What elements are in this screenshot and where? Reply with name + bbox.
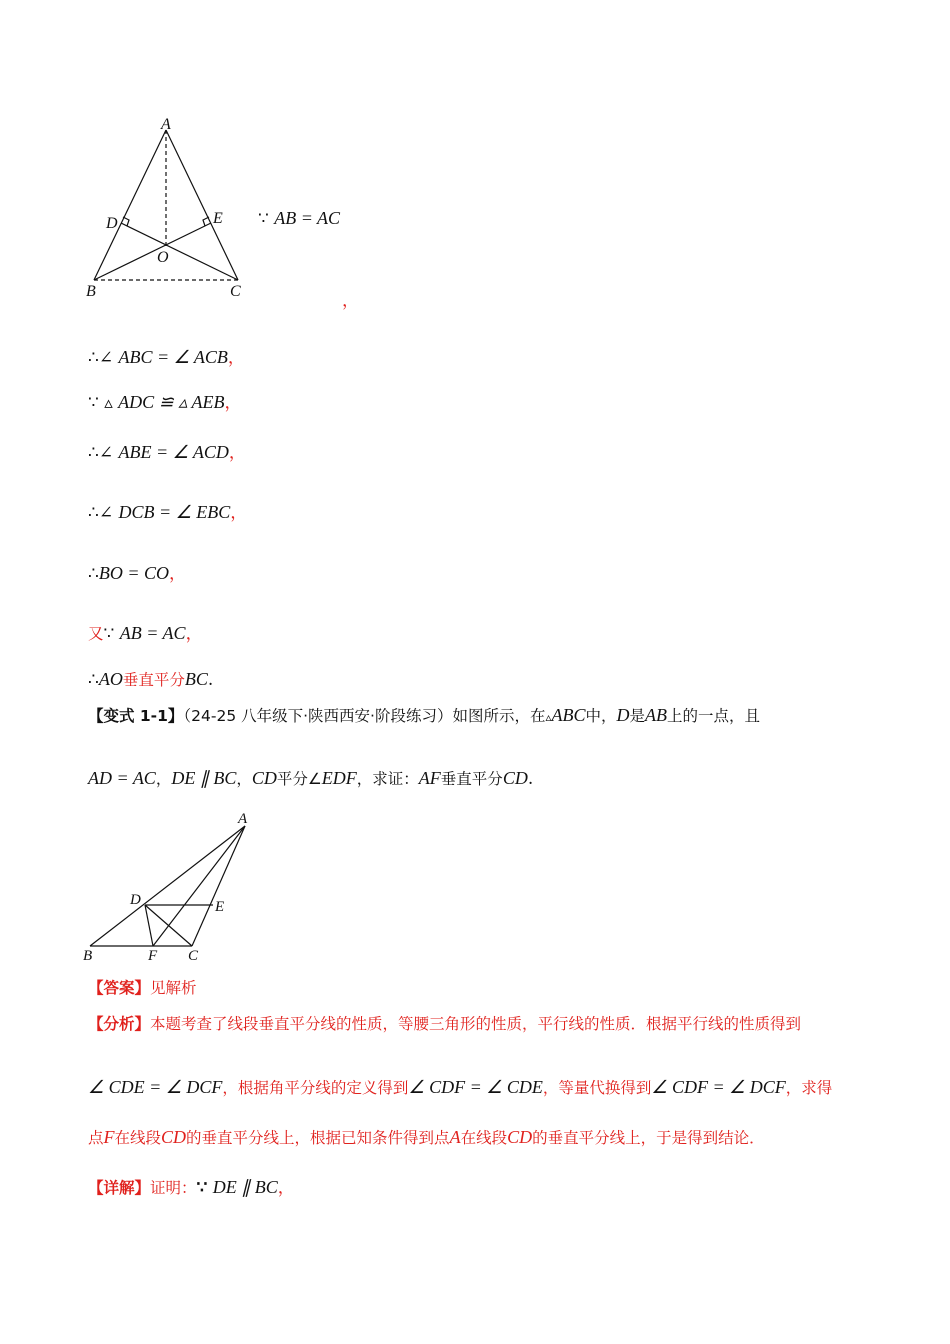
therefore-symbol: ∴	[88, 670, 99, 690]
math-congruent: ADC ≌ ▵ AEB	[118, 392, 225, 412]
math-ab-ac: AB = AC	[119, 623, 186, 643]
label-a: A	[238, 811, 248, 827]
math-cd: CD	[502, 768, 528, 788]
therefore-angle-symbol: ∴∠	[88, 443, 114, 463]
punct: ，	[185, 624, 203, 644]
math-abe-acd: ABE = ∠ ACD	[118, 442, 229, 462]
figure-triangle-def	[80, 808, 270, 968]
text: ，等量代换得到	[542, 1079, 652, 1097]
label-f: F	[148, 948, 158, 964]
because-symbol: ∵	[258, 209, 269, 229]
text: ，求得	[785, 1079, 833, 1097]
therefore-angle-symbol: ∴∠	[88, 348, 114, 368]
label-d: D	[106, 215, 118, 232]
math-edf: EDF	[321, 768, 357, 788]
text: ，	[236, 770, 252, 788]
math-ad-ac: AD = AC	[88, 768, 156, 788]
math-ao: AO	[98, 669, 123, 689]
math-cd: CD	[251, 768, 277, 788]
label-b: B	[86, 283, 96, 300]
detail-text: 证明：	[150, 1179, 197, 1197]
text: 的垂直平分线上，根据已知条件得到点	[186, 1129, 450, 1147]
punct: ，	[224, 393, 242, 413]
math-ab: AB	[645, 705, 668, 725]
because-triangle-symbol: ∵ ▵	[88, 393, 113, 413]
text: 上的一点，且	[667, 707, 761, 725]
math-cdf-cde: ∠ CDF = ∠ CDE	[408, 1077, 543, 1097]
segment-ac	[166, 130, 238, 280]
text: 点	[88, 1129, 104, 1147]
segment-cd	[121, 223, 238, 280]
proof-line-5	[88, 562, 186, 585]
label-c: C	[188, 948, 199, 964]
proof-line-4	[88, 501, 247, 524]
text: 垂直平分	[440, 770, 503, 788]
math-bo-co: BO = CO	[98, 563, 169, 583]
again-prefix: 又	[88, 625, 104, 643]
math-dcb-ebc: DCB = ∠ EBC	[118, 502, 231, 522]
math-abc: ABC	[551, 705, 586, 725]
proof-line-3	[88, 441, 246, 464]
text: 的垂直平分线上，于是得到结论．	[532, 1129, 765, 1147]
proof-line-2	[88, 391, 241, 414]
analysis-line-1	[88, 1013, 801, 1035]
variant-problem-line-2	[88, 767, 533, 790]
label-c: C	[230, 283, 241, 300]
math-a: A	[449, 1127, 461, 1147]
math-af: AF	[418, 768, 441, 788]
punct: .	[207, 670, 214, 690]
because-symbol: ∵	[103, 624, 115, 644]
text: ，	[155, 770, 172, 788]
punct: ，	[168, 564, 186, 584]
figure-triangle-abc-altitudes	[80, 112, 260, 307]
text: 中，	[585, 707, 617, 725]
analysis-tag: 【分析】	[88, 1015, 151, 1033]
perpendicular-bisector-text: 垂直平分	[122, 671, 185, 689]
triangle-symbol: ▵	[545, 710, 552, 724]
math-abc-acb: ABC = ∠ ACB	[118, 347, 228, 367]
math-cde-dcf: ∠ CDE = ∠ DCF	[88, 1077, 223, 1097]
math-cd: CD	[161, 1127, 187, 1147]
segment-ac	[192, 826, 245, 946]
math-cdf-dcf: ∠ CDF = ∠ DCF	[651, 1077, 786, 1097]
punct: ，	[230, 503, 248, 523]
segment-ab	[94, 130, 166, 280]
variant-problem-line-1	[88, 704, 760, 728]
because-ab-equals-ac	[258, 207, 340, 230]
label-a: A	[161, 116, 171, 133]
answer-text: 见解析	[150, 979, 197, 997]
punct: ，	[227, 348, 245, 368]
analysis-line-3	[88, 1126, 765, 1149]
label-e: E	[213, 210, 223, 227]
math-ab-ac: AB = AC	[274, 208, 341, 228]
analysis-line-2	[88, 1076, 832, 1099]
label-b: B	[83, 948, 93, 964]
math-de-parallel-bc: DE ∥ BC	[171, 768, 237, 788]
label-d: D	[130, 892, 141, 908]
variant-source: （24-25 八年级下·陕西西安·阶段练习）如图所示，在	[183, 707, 546, 725]
analysis-text: 本题考查了线段垂直平分线的性质，等腰三角形的性质，平行线的性质．根据平行线的性质得到	[150, 1015, 802, 1033]
stray-comma: ，	[342, 291, 359, 311]
variant-tag: 【变式 1-1】	[88, 707, 184, 725]
math-d: D	[616, 705, 630, 725]
text: ，根据角平分线的定义得到	[222, 1079, 409, 1097]
math-de-parallel-bc: DE ∥ BC	[212, 1177, 278, 1197]
text: 在线段	[114, 1129, 162, 1147]
math-cd: CD	[507, 1127, 533, 1147]
text: 平分∠	[276, 770, 322, 788]
proof-line-1	[88, 346, 245, 369]
math-bc: BC	[184, 669, 208, 689]
punct: ，	[228, 443, 246, 463]
punct: .	[527, 769, 534, 789]
detail-tag: 【详解】	[88, 1179, 151, 1197]
detail-line	[88, 1176, 295, 1199]
proof-line-6	[88, 622, 203, 645]
answer-line	[88, 977, 197, 999]
label-o: O	[157, 249, 169, 266]
label-e: E	[215, 899, 225, 915]
therefore-symbol: ∴	[88, 564, 99, 584]
therefore-angle-symbol: ∴∠	[88, 503, 114, 523]
text: 在线段	[460, 1129, 508, 1147]
punct: ，	[277, 1178, 295, 1198]
text: ，求证：	[356, 770, 419, 788]
proof-line-7	[88, 668, 213, 691]
answer-tag: 【答案】	[88, 979, 151, 997]
text: 是	[629, 707, 646, 725]
because-symbol: ∵	[196, 1178, 208, 1198]
math-f: F	[103, 1127, 115, 1147]
